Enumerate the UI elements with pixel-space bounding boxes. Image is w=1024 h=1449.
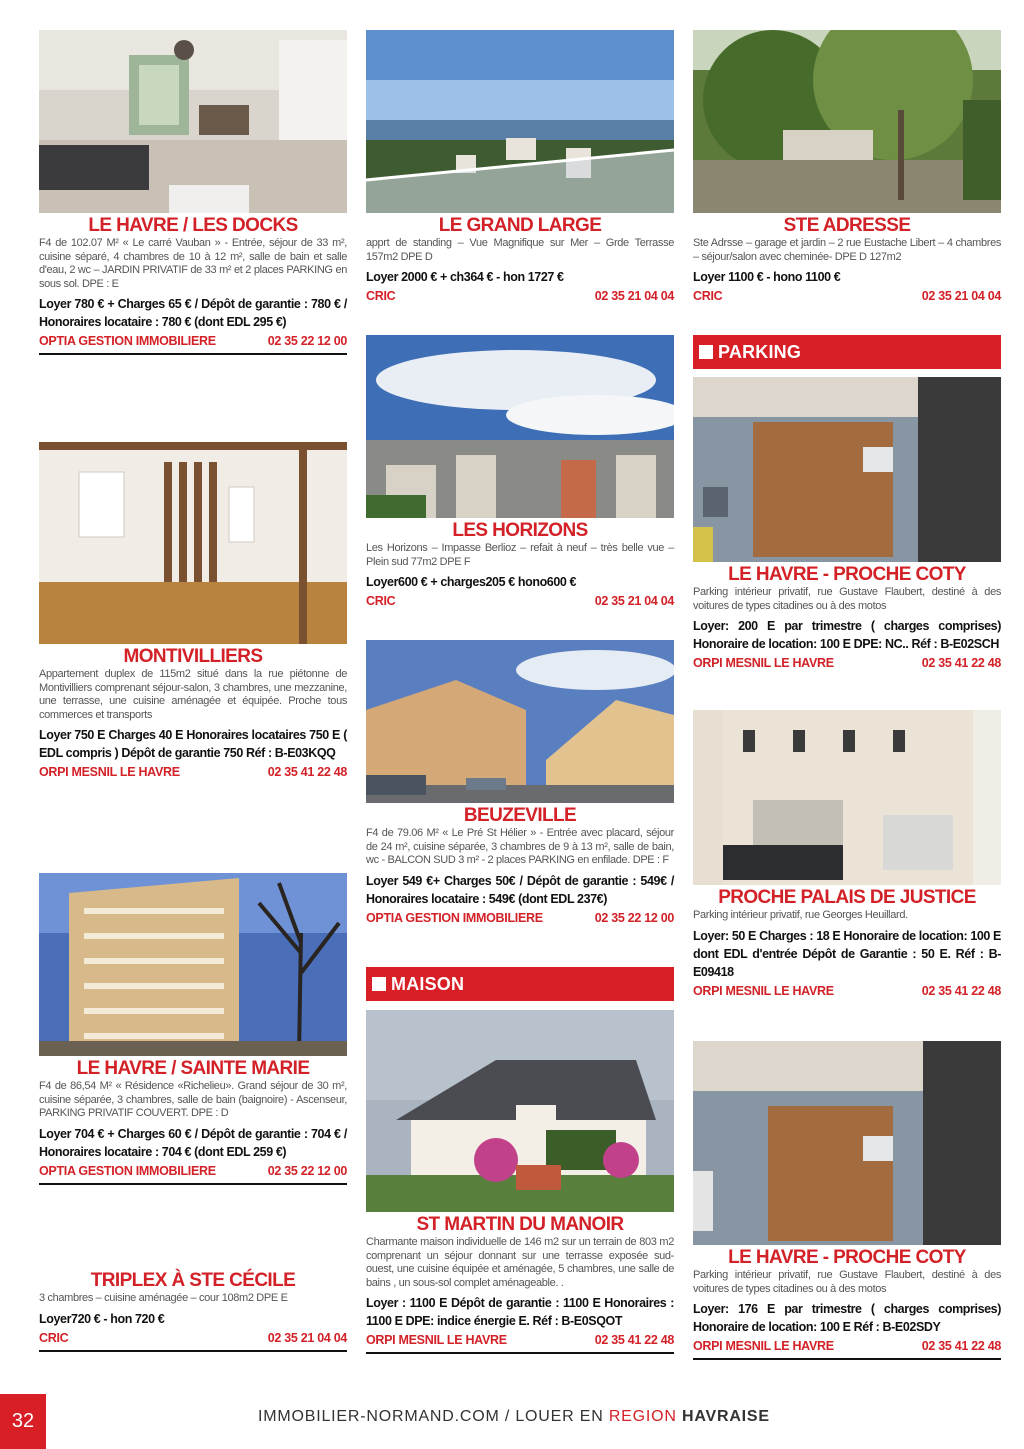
listing-photo bbox=[366, 1010, 674, 1212]
listing-agency-row bbox=[693, 1336, 1001, 1360]
listing-le-havre-sainte-marie bbox=[39, 873, 347, 1185]
listing-agency-row bbox=[693, 653, 1001, 673]
footer-separator: / bbox=[504, 1408, 511, 1425]
listing-agency-row bbox=[39, 1328, 347, 1352]
footer-site[interactable]: IMMOBILIER-NORMAND.COM bbox=[258, 1408, 500, 1425]
agency-phone[interactable]: 02 35 41 22 48 bbox=[594, 1333, 674, 1347]
agency-name[interactable]: OPTIA GESTION IMMOBILIERE bbox=[39, 334, 216, 348]
listing-title: MONTIVILLIERS bbox=[123, 646, 263, 667]
agency-phone[interactable]: 02 35 21 04 04 bbox=[594, 289, 674, 303]
listing-description: F4 de 79.06 M² « Le Pré St Hélier » - Entrée avec placard, séjour de 24 m², cuisine séparée, 3 chambres de 9 à 13 m², salle de bain, wc - BALCON SUD 3 m² - 2 places PARKING en enfilade. DPE : F bbox=[366, 827, 674, 866]
agency-phone[interactable]: 02 35 22 12 00 bbox=[267, 1163, 347, 1178]
section-label: PARKING bbox=[718, 341, 802, 362]
listing-agency-row bbox=[39, 1161, 347, 1185]
agency-name[interactable]: ORPI MESNIL LE HAVRE bbox=[366, 1333, 507, 1347]
footer-city: HAVRAISE bbox=[681, 1408, 770, 1425]
listing-photo bbox=[693, 30, 1001, 213]
agency-name[interactable]: ORPI MESNIL LE HAVRE bbox=[693, 983, 834, 998]
listing-photo bbox=[693, 1041, 1001, 1245]
listing-agency-row bbox=[366, 1330, 674, 1354]
agency-phone[interactable]: 02 35 41 22 48 bbox=[921, 983, 1001, 998]
listing-title: LE HAVRE / LES DOCKS bbox=[88, 215, 298, 236]
listing-agency-row bbox=[366, 286, 674, 306]
listing-description: F4 de 86,54 M² « Résidence «Richelieu». Grand séjour de 30 m², cuisine séparée, 3 chambres, salle de bain (baignoire) - Ascenseur, PARKING PRIVATIF COUVERT. DPE : D bbox=[39, 1080, 347, 1119]
page-footer bbox=[0, 1394, 1024, 1449]
listing-le-grand-large bbox=[366, 30, 674, 306]
agency-name[interactable]: CRIC bbox=[366, 594, 396, 608]
listing-description: Charmante maison individuelle de 146 m2 sur un terrain de 803 m2 comprenant un séjour donnant sur une terrasse exposée sud-ouest, une cuisine équipée et aménagée, 5 chambres, une salle de bains , un sous-sol complet aménageable. . bbox=[366, 1236, 674, 1289]
section-header-maison bbox=[366, 967, 674, 1001]
listing-price: Loyer 704 € + Charges 60 € / Dépôt de garantie : 704 € / Honoraires locataire : 704 € (dont EDL 259 €) bbox=[39, 1126, 347, 1159]
listing-description: Ste Adrsse – garage et jardin – 2 rue Eustache Libert – 4 chambres – séjour/salon avec cheminée- DPE D 127m2 bbox=[693, 237, 1001, 263]
listing-proche-palais-de-justice bbox=[693, 710, 1001, 1001]
listing-proche-coty-2 bbox=[693, 1041, 1001, 1360]
listing-title: BEUZEVILLE bbox=[463, 805, 577, 826]
agency-phone[interactable]: 02 35 21 04 04 bbox=[267, 1330, 347, 1345]
listing-agency-row bbox=[366, 908, 674, 928]
listing-title: TRIPLEX À STE CÉCILE bbox=[90, 1270, 296, 1291]
listing-agency-row bbox=[693, 981, 1001, 1001]
listing-photo bbox=[366, 335, 674, 518]
listing-agency-row bbox=[39, 331, 347, 355]
listing-title: STE ADRESSE bbox=[783, 215, 911, 236]
listing-description: Parking intérieur privatif, rue Gustave Flaubert, destiné à des voitures de types citadines ou à des motos bbox=[693, 586, 1001, 612]
listing-photo bbox=[693, 377, 1001, 562]
listing-price: Loyer: 176 E par trimestre ( charges comprises) Honoraire de location: 100 E Réf : B-E02SDY bbox=[693, 1302, 1001, 1334]
listing-description: Les Horizons – Impasse Berlioz – refait à neuf – très belle vue – Plein sud 77m2 DPE F bbox=[366, 542, 674, 568]
listing-title: PROCHE PALAIS DE JUSTICE bbox=[718, 887, 976, 908]
listing-proche-coty-1 bbox=[693, 377, 1001, 673]
listing-triplex-ste-cecile bbox=[39, 1268, 347, 1352]
listing-price: Loyer: 200 E par trimestre ( charges comprises) Honoraire de location: 100 E DPE: NC.. Réf : B-E02SCH bbox=[693, 619, 1001, 651]
listing-montivilliers bbox=[39, 442, 347, 782]
agency-phone[interactable]: 02 35 21 04 04 bbox=[594, 594, 674, 608]
listing-photo bbox=[39, 442, 347, 644]
listing-price: Loyer 1100 € - hono 1100 € bbox=[693, 270, 841, 284]
listing-price: Loyer 2000 € + ch364 € - hon 1727 € bbox=[366, 270, 564, 284]
listing-photo bbox=[693, 710, 1001, 885]
listing-st-martin-du-manoir bbox=[366, 1010, 674, 1354]
footer-lead: LOUER EN bbox=[515, 1408, 604, 1425]
agency-phone[interactable]: 02 35 41 22 48 bbox=[921, 656, 1001, 670]
listing-photo bbox=[39, 30, 347, 213]
agency-name[interactable]: OPTIA GESTION IMMOBILIERE bbox=[39, 1163, 216, 1178]
page-number: 32 bbox=[0, 1394, 46, 1449]
listing-photo bbox=[39, 873, 347, 1056]
listing-ste-adresse bbox=[693, 30, 1001, 306]
listing-les-horizons bbox=[366, 335, 674, 611]
listing-beuzeville bbox=[366, 640, 674, 928]
square-icon bbox=[699, 345, 713, 359]
footer-region: REGION bbox=[608, 1408, 677, 1425]
listing-title: LE HAVRE - PROCHE COTY bbox=[728, 1247, 966, 1268]
agency-name[interactable]: ORPI MESNIL LE HAVRE bbox=[693, 656, 834, 670]
agency-name[interactable]: ORPI MESNIL LE HAVRE bbox=[693, 1339, 834, 1353]
listing-description: apprt de standing – Vue Magnifique sur Mer – Grde Terrasse 157m2 DPE D bbox=[366, 237, 674, 263]
listing-description: F4 de 102.07 M² « Le carré Vauban » - Entrée, séjour de 33 m², cuisine séparé, 4 chambres de 10 à 12 m², salle de bain et salle d'eau, 2 wc – JARDIN PRIVATIF de 33 m² et 2 places PARKING en sous sol. DPE : E bbox=[39, 237, 347, 290]
listing-title: ST MARTIN DU MANOIR bbox=[416, 1214, 624, 1235]
agency-phone[interactable]: 02 35 22 12 00 bbox=[594, 910, 674, 925]
section-label: MAISON bbox=[391, 973, 465, 994]
listing-agency-row bbox=[366, 591, 674, 611]
agency-name[interactable]: CRIC bbox=[39, 1330, 69, 1345]
square-icon bbox=[372, 977, 386, 991]
listing-description: Appartement duplex de 115m2 situé dans la rue piétonne de Montivilliers comprenant séjour-salon, 3 chambres, une mezzanine, une terrasse, une cuisine aménagée et équipée. Proche tous commerces et transports bbox=[39, 668, 347, 721]
listing-price: Loyer: 50 E Charges : 18 E Honoraire de location: 100 E dont EDL d'entrée Dépôt de Garantie : 50 E. Réf : B-E09418 bbox=[693, 928, 1001, 979]
listing-price: Loyer 750 E Charges 40 E Honoraires locataires 750 E ( EDL compris ) Dépôt de garantie 750 Réf : B-E03KQQ bbox=[39, 728, 347, 760]
listing-title: LE GRAND LARGE bbox=[438, 215, 602, 236]
listing-agency-row bbox=[693, 286, 1001, 306]
listing-price: Loyer 549 €+ Charges 50€ / Dépôt de garantie : 549€ / Honoraires locataire : 549€ (dont EDL 237€) bbox=[366, 873, 674, 906]
listing-title: LE HAVRE / SAINTE MARIE bbox=[76, 1058, 310, 1079]
agency-phone[interactable]: 02 35 22 12 00 bbox=[267, 334, 347, 348]
agency-phone[interactable]: 02 35 41 22 48 bbox=[921, 1339, 1001, 1353]
agency-name[interactable]: CRIC bbox=[366, 289, 396, 303]
agency-name[interactable]: CRIC bbox=[693, 289, 723, 303]
listing-description: Parking intérieur privatif, rue Georges Heuillard. bbox=[693, 909, 908, 921]
listing-photo bbox=[366, 640, 674, 803]
footer-caption bbox=[258, 1408, 770, 1426]
listing-price: Loyer720 € - hon 720 € bbox=[39, 1311, 165, 1326]
listing-photo bbox=[366, 30, 674, 213]
listing-price: Loyer : 1100 E Dépôt de garantie : 1100 E Honoraires : 1100 E DPE: indice énergie E. Réf : B-E0SQOT bbox=[366, 1296, 674, 1328]
listing-description: 3 chambres – cuisine aménagée – cour 108m2 DPE E bbox=[39, 1292, 288, 1304]
listing-description: Parking intérieur privatif, rue Gustave Flaubert, destiné à des voitures de types citadines ou à des motos bbox=[693, 1269, 1001, 1295]
listing-le-havre-docks bbox=[39, 30, 347, 355]
section-header-parking bbox=[693, 335, 1001, 369]
listing-price: Loyer600 € + charges205 € hono600 € bbox=[366, 575, 577, 589]
agency-name[interactable]: ORPI MESNIL LE HAVRE bbox=[39, 765, 180, 779]
agency-phone[interactable]: 02 35 41 22 48 bbox=[267, 765, 347, 779]
agency-name[interactable]: OPTIA GESTION IMMOBILIERE bbox=[366, 910, 543, 925]
listing-agency-row bbox=[39, 762, 347, 782]
listing-title: LE HAVRE - PROCHE COTY bbox=[728, 564, 966, 585]
listing-price: Loyer 780 € + Charges 65 € / Dépôt de garantie : 780 € / Honoraires locataire : 780 € (dont EDL 295 €) bbox=[39, 297, 347, 329]
agency-phone[interactable]: 02 35 21 04 04 bbox=[921, 289, 1001, 303]
listing-title: LES HORIZONS bbox=[452, 520, 588, 541]
